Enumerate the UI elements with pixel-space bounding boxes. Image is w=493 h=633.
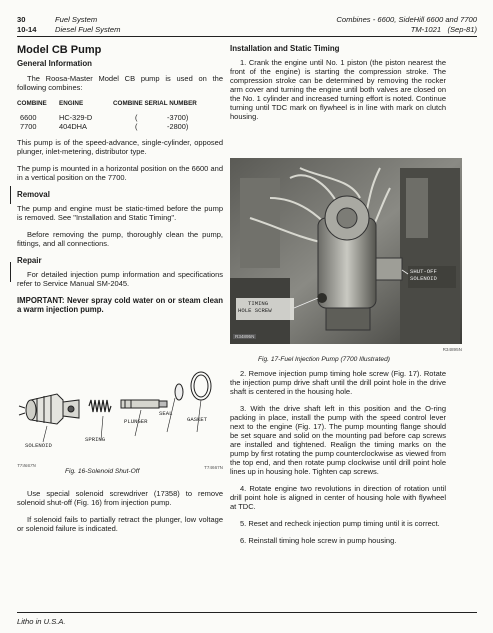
solenoid-body xyxy=(19,394,79,424)
page-number: 30 xyxy=(17,15,26,24)
step-3: 3. With the drive shaft left in this position and the O-ring packing in place, install the pump with the speed control lever next to the engine (Fig. 17). The pump mounting flange should be set square and solid on the mounting pad before cap screws are installed and tightened. Realign the timing marks on the pump by first rotating the pump counterclockwise as viewed from the top end, and then rotate pump clockwise until drill point hole lines up in housing hole. Tighten cap screws. xyxy=(230,404,446,476)
figure-16 xyxy=(17,360,223,478)
table-header: ENGINE xyxy=(59,100,84,107)
injection-pump xyxy=(318,196,376,330)
table-header: COMBINE xyxy=(17,100,47,107)
step-5: 5. Reset and recheck injection pump timing until it is correct. xyxy=(240,519,440,528)
general-info-heading: General Information xyxy=(17,59,92,68)
figure-code-right: R34895N xyxy=(442,347,462,352)
left-column-bottom xyxy=(17,489,223,533)
important-note: IMPORTANT: Never spray cold water on or steam clean a warm injection pump. xyxy=(17,296,223,314)
label-plunger: PLUNGER xyxy=(124,418,148,425)
label-shutoff-solenoid: SHUT-OFF SOLENOID xyxy=(410,268,437,282)
paragraph: The pump and engine must be static-timed before the pump is removed. See "Installation and Static Timing". xyxy=(17,204,223,222)
step-2: 2. Remove injection pump timing hole screw (Fig. 17). Rotate the injection pump drive shaft until the drill point hole in the drive shaft is centered in the housing hole. xyxy=(230,369,446,396)
paragraph: Use special solenoid screwdriver (17358) to remove solenoid shut-off (Fig. 16) from injection pump. xyxy=(17,489,223,507)
table-row: 6600 HC-329-D ( -3700) xyxy=(20,113,189,122)
combine-table xyxy=(17,99,223,131)
step-4: 4. Rotate engine two revolutions in direction of rotation until drill point hole is aligned in center of housing hole with flywheel at TDC. xyxy=(230,484,446,511)
right-column-bottom xyxy=(230,369,446,545)
label-solenoid: SOLENOID xyxy=(25,442,52,449)
shutoff-solenoid xyxy=(376,258,402,280)
figure-code-left: T74667N xyxy=(17,463,36,468)
right-column xyxy=(230,44,446,121)
left-column xyxy=(17,44,223,314)
timing-hole-screw xyxy=(317,293,327,303)
plunger xyxy=(121,400,167,408)
photo-code: R34895N xyxy=(235,334,255,339)
label-spring: SPRING xyxy=(85,436,106,443)
removal-heading: Removal xyxy=(17,190,50,199)
table-row: 7700 404DHA ( -2800) xyxy=(20,122,189,131)
figure-16-caption: Fig. 16-Solenoid Shut-Off xyxy=(65,468,140,475)
label-timing-hole-screw: TIMING HOLE SCREW xyxy=(238,300,272,314)
figure-17 xyxy=(230,158,462,354)
section-number: 10-14 xyxy=(17,25,37,34)
label-gasket: GASKET xyxy=(187,416,208,423)
figure-17-caption: Fig. 17-Fuel Injection Pump (7700 Illustrated) xyxy=(258,356,390,363)
tm-number: TM-1021 (Sep-81) xyxy=(410,25,477,34)
manual-title: Combines - 6600, SideHill 6600 and 7700 xyxy=(336,15,477,24)
gasket xyxy=(191,372,211,400)
paragraph: If solenoid fails to partially retract the plunger, low voltage or solenoid failure is indicated. xyxy=(17,515,223,533)
paragraph: The pump is mounted in a horizontal position on the 6600 and in a vertical position on the 7700. xyxy=(17,164,223,182)
section-title: Fuel System xyxy=(55,15,98,24)
fuel-injection-pump-photo xyxy=(230,158,462,344)
label-seal: SEAL xyxy=(159,410,173,417)
change-bar xyxy=(10,186,11,204)
step-1: 1. Crank the engine until No. 1 piston (the piston nearest the front of the engine) is starting the compression stroke. The compression stroke can be determined by removing the rocker arm cover and turning the engine until both valves are closed on the No. 1 cylinder and increased turning effort is noted. Continue turning until TDC mark on flywheel is in line with mark on clutch housing. xyxy=(230,58,446,121)
figure-code-right: T74667N xyxy=(204,465,223,470)
header-rule xyxy=(17,36,477,37)
paragraph: For detailed injection pump information and specifications refer to Service Manual SM-2045. xyxy=(17,270,223,288)
paragraph: Before removing the pump, thoroughly clean the pump, fittings, and all connections. xyxy=(17,230,223,248)
step-6: 6. Reinstall timing hole screw in pump housing. xyxy=(240,536,397,545)
paragraph: The Roosa-Master Model CB pump is used on the following combines: xyxy=(17,74,223,92)
paragraph: This pump is of the speed-advance, single-cylinder, opposed plunger, inlet-metering, distributor type. xyxy=(17,138,223,156)
litho-note: Litho in U.S.A. xyxy=(17,617,66,626)
seal xyxy=(175,384,183,400)
spring xyxy=(89,400,111,412)
repair-heading: Repair xyxy=(17,256,42,265)
footer-rule xyxy=(17,612,477,613)
section-heading: Model CB Pump xyxy=(17,44,102,56)
change-bar xyxy=(10,262,11,282)
table-header: COMBINE SERIAL NUMBER xyxy=(113,100,197,107)
subsection-title: Diesel Fuel System xyxy=(55,25,121,34)
installation-heading: Installation and Static Timing xyxy=(230,44,340,53)
